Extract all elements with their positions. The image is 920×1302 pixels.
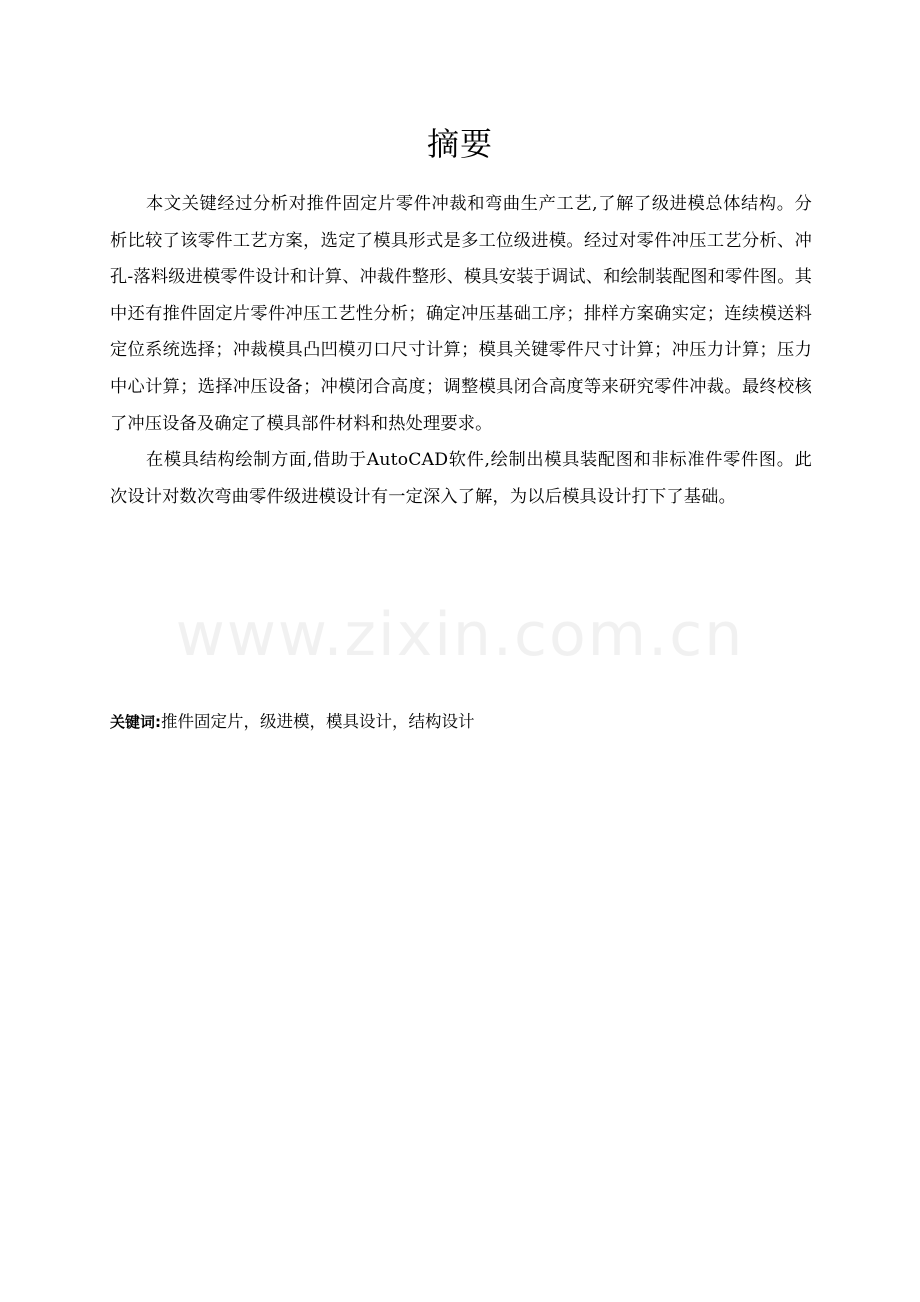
abstract-paragraph-2: 在模具结构绘制方面,借助于AutoCAD软件,绘制出模具装配图和非标准件零件图。此次设计对数次弯曲零件级进模设计有一定深入了解，为以后模具设计打下了基础。 — [110, 450, 812, 507]
abstract-paragraph-1: 本文关键经过分析对推件固定片零件冲裁和弯曲生产工艺,了解了级进模总体结构。分析比较了该零件工艺方案，选定了模具形式是多工位级进模。经过对零件冲压工艺分析、冲孔-落料级进模零件设计和计算、冲裁件整形、模具安装于调试、和绘制装配图和零件图。其中还有推件固定片零件冲压工艺性分析；确定冲压基础工序；排样方案确实定；连续模送料定位系统选择；冲裁模具凸凹模刃口尺寸计算；模具关键零件尺寸计算；冲压力计算；压力中心计算；选择冲压设备；冲模闭合高度；调整模具闭合高度等来研究零件冲裁。最终校核了冲压设备及确定了模具部件材料和热处理要求。 — [110, 194, 812, 434]
abstract-body — [110, 186, 812, 515]
keywords-line — [110, 707, 812, 737]
keywords-value: 推件固定片，级进模，模具设计，结构设计 — [161, 712, 475, 731]
keywords-label: 关键词: — [110, 713, 161, 731]
watermark-text: www.zixin.com.cn — [175, 600, 745, 670]
page-title: 摘要 — [426, 125, 493, 163]
